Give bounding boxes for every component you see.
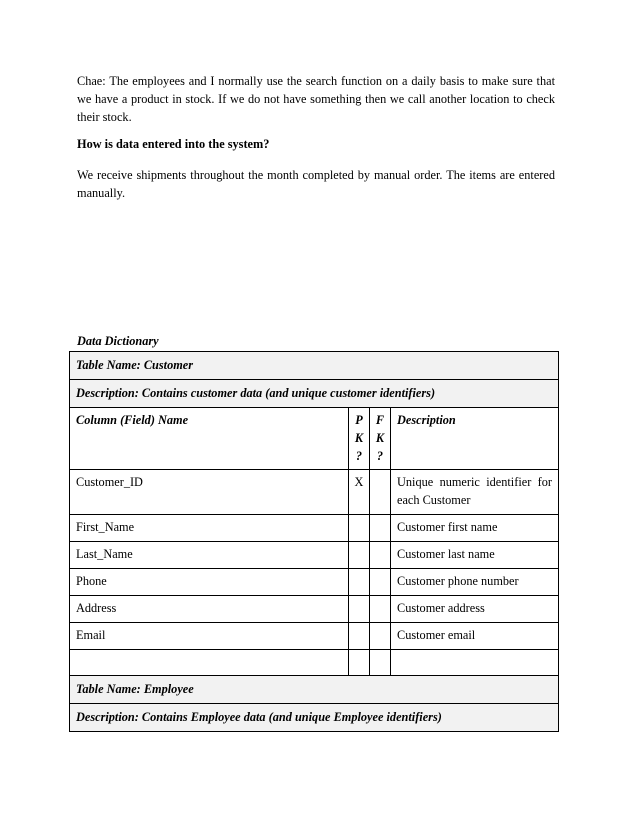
pk-cell [349,569,370,596]
pk-cell [349,623,370,650]
employee-table-name: Table Name: Employee [70,676,559,704]
fk-cell [370,470,391,515]
field-description: Customer last name [391,542,559,569]
table-row [70,650,559,676]
table-row [70,569,559,596]
employee-description-row [70,704,559,732]
column-header-row [70,408,559,470]
interview-question: How is data entered into the system? [77,137,270,151]
interview-answer-paragraph: Chae: The employees and I normally use the search function on a daily basis to make sure that we have a product in stock. If we do not have something then we call another location to check their stock. [77,74,555,124]
pk-header: P K ? [349,408,370,470]
customer-table-name-row [70,352,559,380]
table-row [70,623,559,650]
fk-cell [370,596,391,623]
pk-cell [349,515,370,542]
employee-table-name-row [70,676,559,704]
fk-cell [370,542,391,569]
fk-cell [370,569,391,596]
field-description: Unique numeric identifier for each Customer [391,470,559,515]
field-description: Customer email [391,623,559,650]
customer-table-name: Table Name: Customer [70,352,559,380]
pk-cell [349,650,370,676]
field-description: Customer first name [391,515,559,542]
field-description: Customer phone number [391,569,559,596]
pk-cell [349,542,370,569]
fk-cell [370,623,391,650]
field-name: Last_Name [70,542,349,569]
customer-table-description: Description: Contains customer data (and unique customer identifiers) [70,380,559,408]
field-description: Customer address [391,596,559,623]
fk-cell [370,515,391,542]
table-row [70,470,559,515]
column-name-header: Column (Field) Name [70,408,349,470]
field-name: Email [70,623,349,650]
fk-cell [370,650,391,676]
table-row [70,542,559,569]
fk-header: F K ? [370,408,391,470]
description-header: Description [391,408,559,470]
field-name [70,650,349,676]
field-name: Address [70,596,349,623]
field-description [391,650,559,676]
table-row [70,596,559,623]
pk-cell [349,596,370,623]
table-row [70,515,559,542]
field-name: First_Name [70,515,349,542]
pk-cell: X [349,470,370,515]
employee-table-description: Description: Contains Employee data (and unique Employee identifiers) [70,704,559,732]
data-dictionary-title: Data Dictionary [77,334,159,348]
field-name: Phone [70,569,349,596]
customer-description-row [70,380,559,408]
data-entry-paragraph: We receive shipments throughout the month completed by manual order. The items are entered manually. [77,168,555,200]
data-dictionary-table [69,351,559,732]
field-name: Customer_ID [70,470,349,515]
